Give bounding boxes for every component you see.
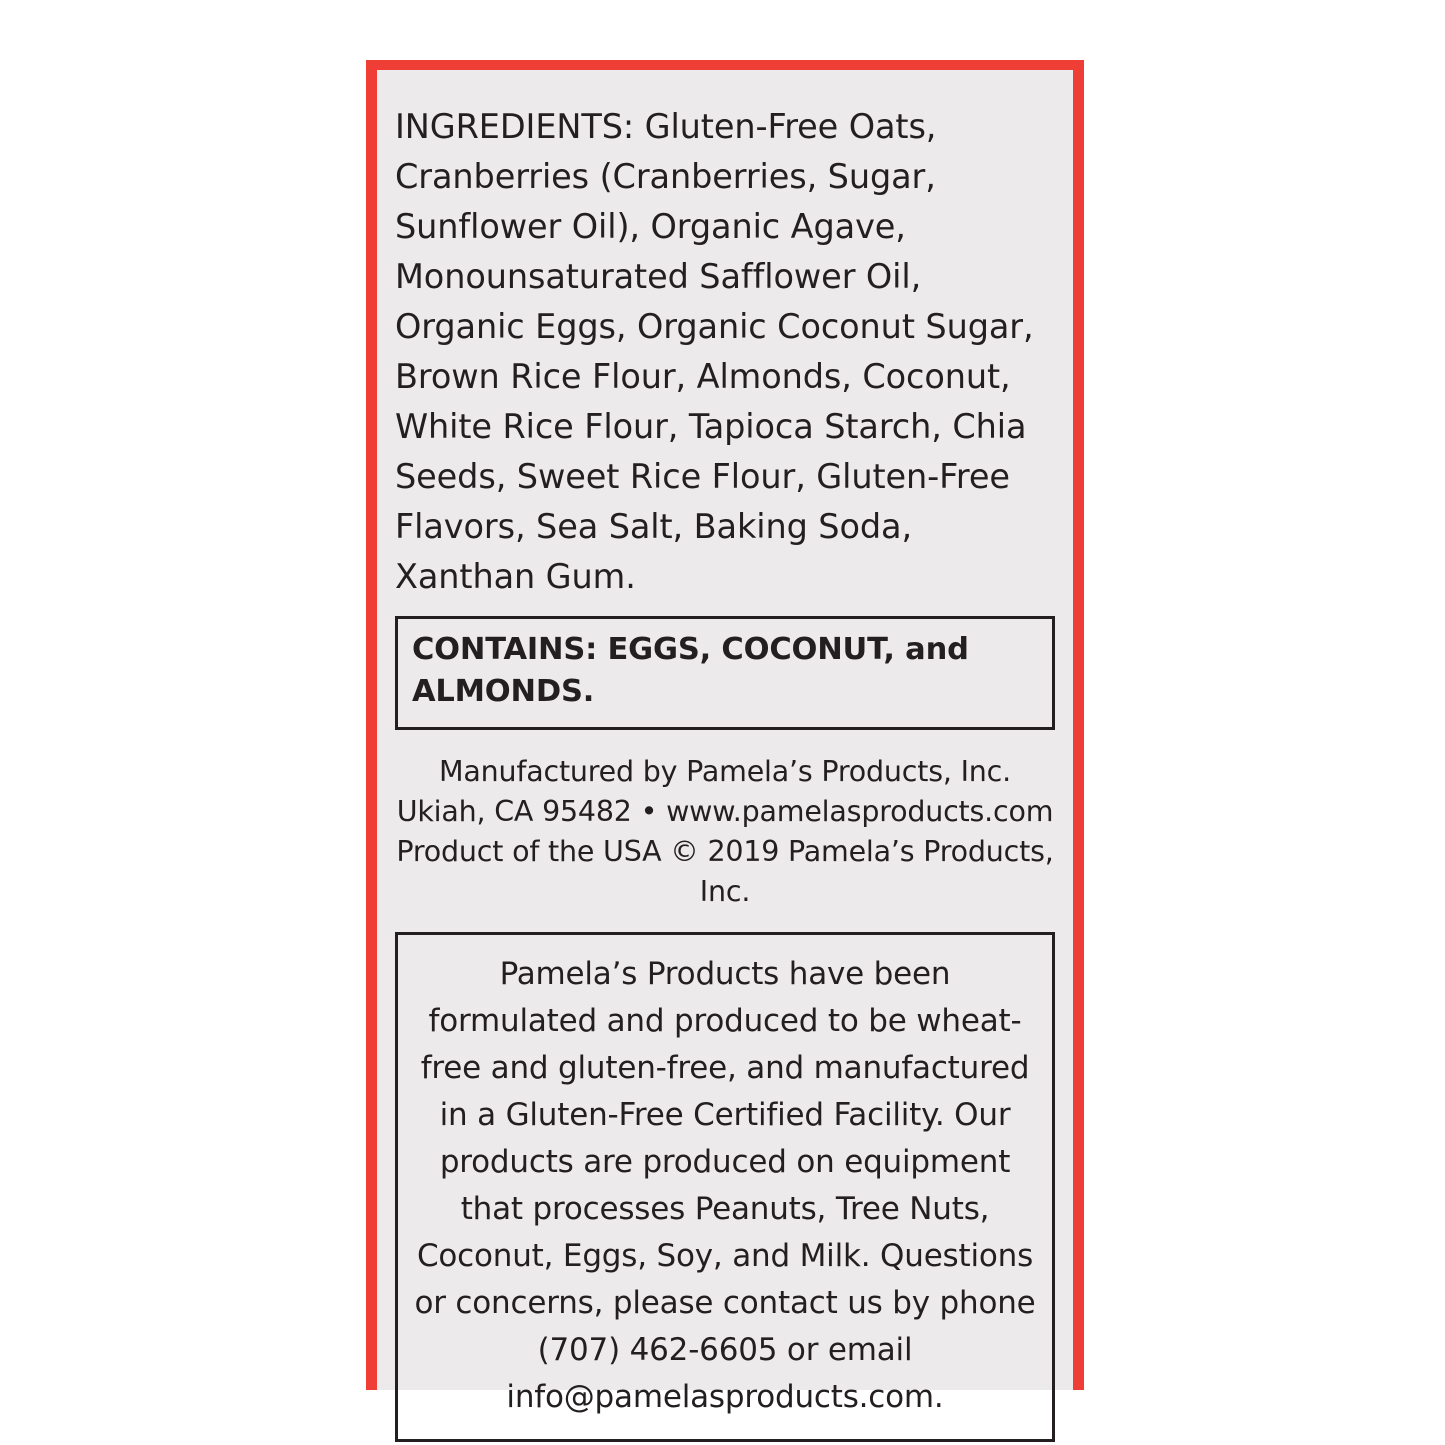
- panel-left-red-rule: [366, 60, 377, 1390]
- panel-right-red-rule: [1073, 60, 1084, 1390]
- manufacturer-line-2: Ukiah, CA 95482 • www.pamelasproducts.com: [396, 795, 1054, 828]
- allergen-box: [395, 616, 1055, 730]
- allergen-statement: CONTAINS: EGGS, COCONUT, and ALMONDS.: [412, 632, 969, 709]
- manufacturer-line-3: Product of the USA © 2019 Pamela’s Products, Inc.: [396, 835, 1054, 908]
- gluten-free-statement-box: [395, 932, 1055, 1442]
- panel-content: [377, 70, 1073, 1415]
- ingredients-text: INGREDIENTS: Gluten-Free Oats, Cranberries (Cranberries, Sugar, Sunflower Oil), Organic Agave, Monounsaturated Safflower Oil, Organic Eggs, Organic Coconut Sugar, Brown Rice Flour, Almonds, Coconut, White Rice Flour, Tapioca Starch, Chia Seeds, Sweet Rice Flour, Gluten-Free Flavors, Sea Salt, Baking Soda, Xanthan Gum.: [395, 107, 1034, 596]
- manufacturer-block: [395, 752, 1055, 912]
- manufacturer-line-1: Manufactured by Pamela’s Products, Inc.: [439, 755, 1011, 788]
- gluten-free-statement: Pamela’s Products have been formulated and produced to be wheat-free and gluten-free, and manufactured in a Gluten-Free Certified Facility. Our products are produced on equipment that processes Peanuts, Tree Nuts, Coconut, Eggs, Soy, and Milk. Questions or concerns, please contact us by phone (707) 462-6605 or email info@pamelasproducts.com.: [414, 956, 1036, 1415]
- panel-top-red-rule: [366, 60, 1084, 70]
- package-back-panel: [366, 60, 1084, 1415]
